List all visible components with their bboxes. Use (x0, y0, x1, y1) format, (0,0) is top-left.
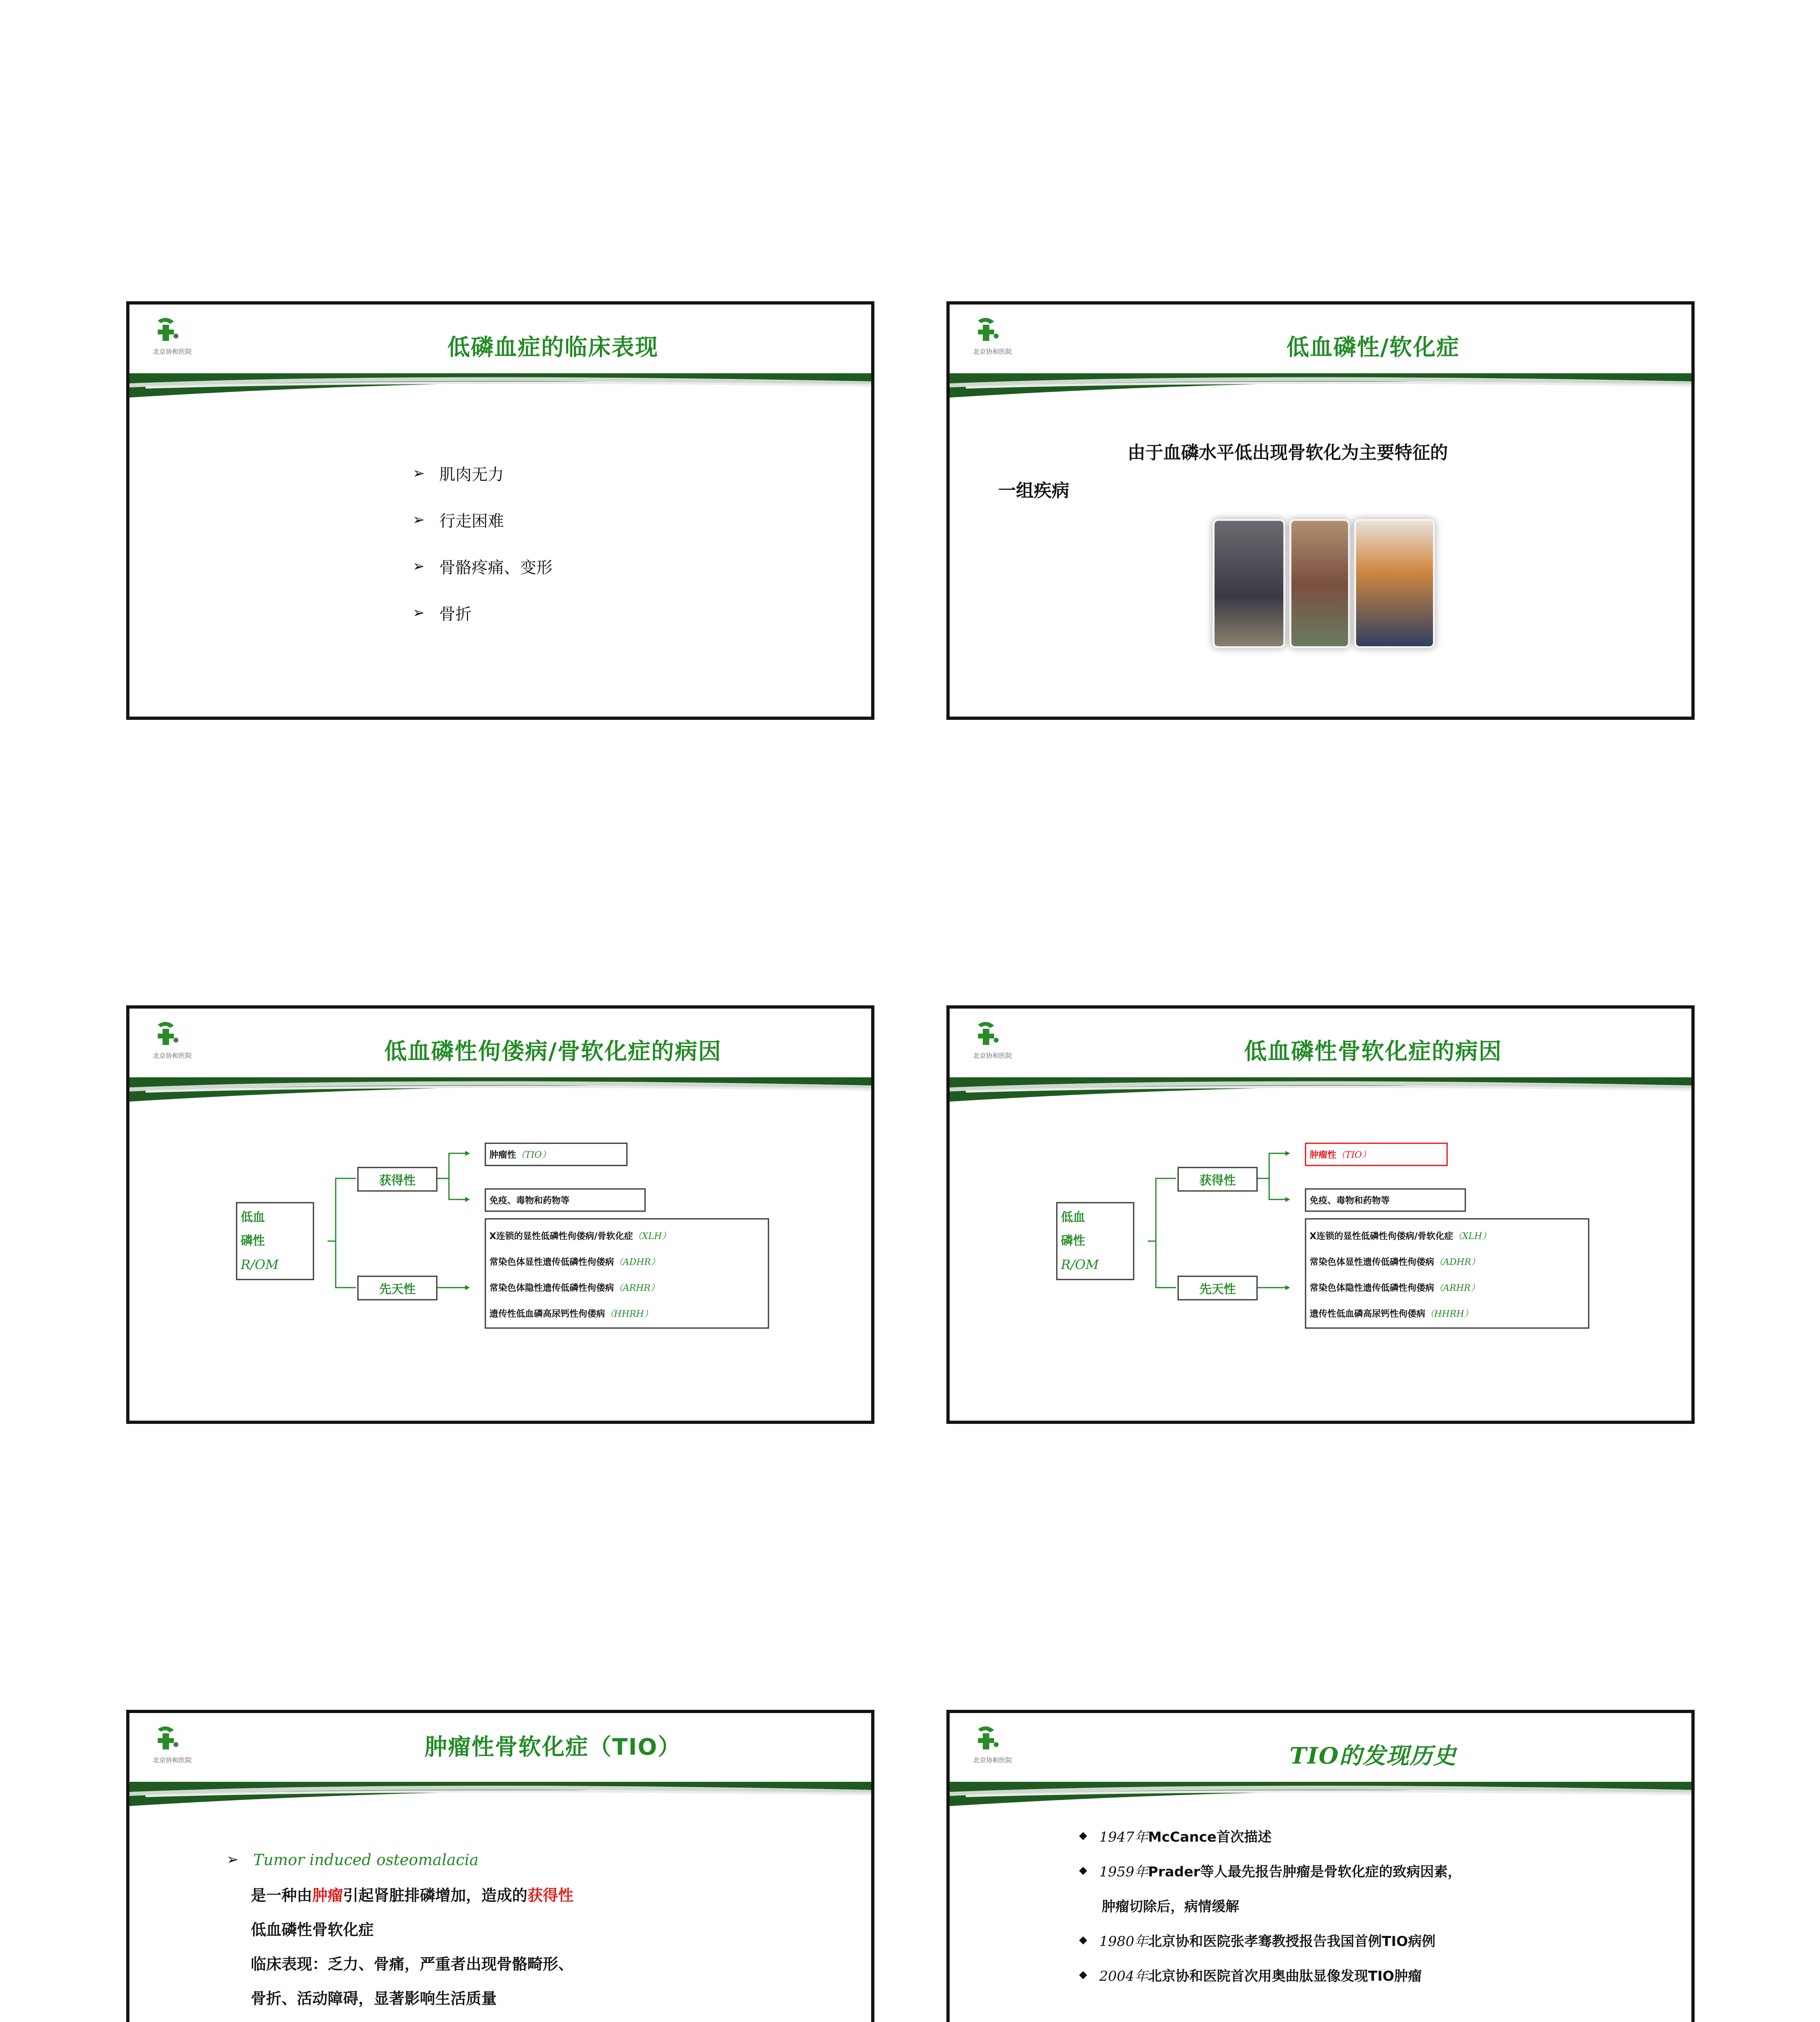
hospital-logo (962, 1721, 1043, 1770)
acquired-item-highlighted: 肿瘤性 （TIO） (1310, 1150, 1371, 1160)
congenital-item: X连锁的显性低磷性佝偻病/骨软化症 （XLH） (489, 1231, 671, 1242)
arrow-bullet-icon: ➢ (413, 558, 425, 575)
list-item: ➢ 骨折 (413, 605, 472, 624)
patient-photos (1213, 519, 1439, 652)
tio-definition: ➢ Tumor induced osteomalacia 是一种由 肿瘤 引起肾脏排磷增加，造成的 获得性 低血磷性骨软化症 临床表现：乏力、骨痛，严重者出现骨骼畸形、 骨折、活动障碍，显著影响生活质量 (251, 1842, 574, 2022)
slide-title: 低血磷性/软化症 (1286, 334, 1460, 361)
arrow-bullet-icon: ➢ (226, 1851, 239, 1868)
congenital-item: 遗传性低血磷高尿钙性佝偻病 （HHRH） (489, 1309, 653, 1319)
congenital-item: 常染色体隐性遗传低磷性佝偻病 （ARHR） (489, 1283, 660, 1293)
congenital-item: 常染色体显性遗传低磷性佝偻病 （ADHR） (1310, 1257, 1480, 1267)
patient-photo (1289, 519, 1350, 648)
list-item: ◆ 1959年 Prader等人最先报告肿瘤是骨软化症的致病因素， (1079, 1863, 1462, 1880)
list-item: ➢ 骨骼疼痛、变形 (413, 558, 552, 577)
bullet-list (413, 450, 552, 636)
diamond-bullet-icon: ◆ (1079, 1830, 1087, 1842)
congenital-item: 常染色体隐性遗传低磷性佝偻病 （ARHR） (1310, 1283, 1480, 1293)
patient-photo (1354, 519, 1435, 648)
acquired-item: 肿瘤性 （TIO） (489, 1150, 551, 1160)
diamond-bullet-icon: ◆ (1079, 1934, 1087, 1946)
definition-text: 由于血磷水平低出现骨软化为主要特征的 一组疾病 (998, 442, 1448, 501)
list-item: ◆ 2004年 北京协和医院首次用奥曲肽显像发现TIO肿瘤 (1079, 1968, 1422, 1984)
congenital-item: 常染色体显性遗传低磷性佝偻病 （ADHR） (489, 1257, 660, 1267)
diamond-bullet-icon: ◆ (1079, 1969, 1087, 1981)
acquired-node: 获得性 (1199, 1174, 1236, 1188)
history-list (1079, 1818, 1461, 1992)
arrow-bullet-icon: ➢ (413, 512, 425, 528)
logo-text: 北京协和医院 (153, 1052, 192, 1060)
acquired-item: 免疫、毒物和药物等 (489, 1196, 570, 1206)
hospital-logo (962, 313, 1043, 361)
acquired-node: 获得性 (379, 1174, 416, 1188)
logo-text: 北京协和医院 (973, 348, 1012, 355)
acquired-item: 免疫、毒物和药物等 (1310, 1196, 1390, 1206)
hospital-logo (142, 1721, 222, 1770)
slide-3 (126, 1005, 874, 1424)
logo-text: 北京协和医院 (153, 1756, 192, 1764)
root-node: 低血 磷性 R/OM (1061, 1210, 1099, 1272)
slide-title: 低磷血症的临床表现 (447, 334, 658, 361)
slide-5 (126, 1710, 874, 2022)
logo-text: 北京协和医院 (973, 1756, 1012, 1764)
list-item: 肿瘤切除后，病情缓解 (1102, 1898, 1239, 1915)
logo-text: 北京协和医院 (153, 348, 192, 355)
slide-2 (946, 301, 1695, 720)
slide-6 (946, 1710, 1695, 2022)
english-term: ➢ Tumor induced osteomalacia (226, 1851, 479, 1869)
slide-title: 肿瘤性骨软化症（TIO） (424, 1734, 681, 1760)
congenital-item: X连锁的显性低磷性佝偻病/骨软化症 （XLH） (1310, 1231, 1491, 1242)
congenital-node: 先天性 (379, 1282, 416, 1297)
arrow-bullet-icon: ➢ (413, 605, 425, 621)
list-item: ◆ 1980年 北京协和医院张孝骞教授报告我国首例TIO病例 (1079, 1933, 1436, 1950)
congenital-item: 遗传性低血磷高尿钙性佝偻病 （HHRH） (1310, 1309, 1473, 1319)
slide-title: 低血磷性佝偻病/骨软化症的病因 (384, 1038, 722, 1065)
logo-text: 北京协和医院 (973, 1052, 1012, 1060)
diamond-bullet-icon: ◆ (1079, 1864, 1087, 1876)
hospital-logo (142, 313, 222, 361)
slide-title: 低血磷性骨软化症的病因 (1244, 1038, 1502, 1065)
patient-photo (1213, 519, 1285, 648)
list-item: ➢ 肌肉无力 (413, 465, 504, 484)
list-item: ◆ 1947年 McCance首次描述 (1079, 1829, 1272, 1845)
slide-title: TIO的发现历史 (1289, 1743, 1457, 1769)
list-item: ➢ 行走困难 (413, 512, 504, 531)
slide-4 (946, 1005, 1695, 1424)
slide-1 (126, 301, 874, 720)
arrow-bullet-icon: ➢ (413, 465, 425, 482)
congenital-node: 先天性 (1199, 1282, 1236, 1297)
root-node: 低血 磷性 R/OM (241, 1210, 279, 1272)
